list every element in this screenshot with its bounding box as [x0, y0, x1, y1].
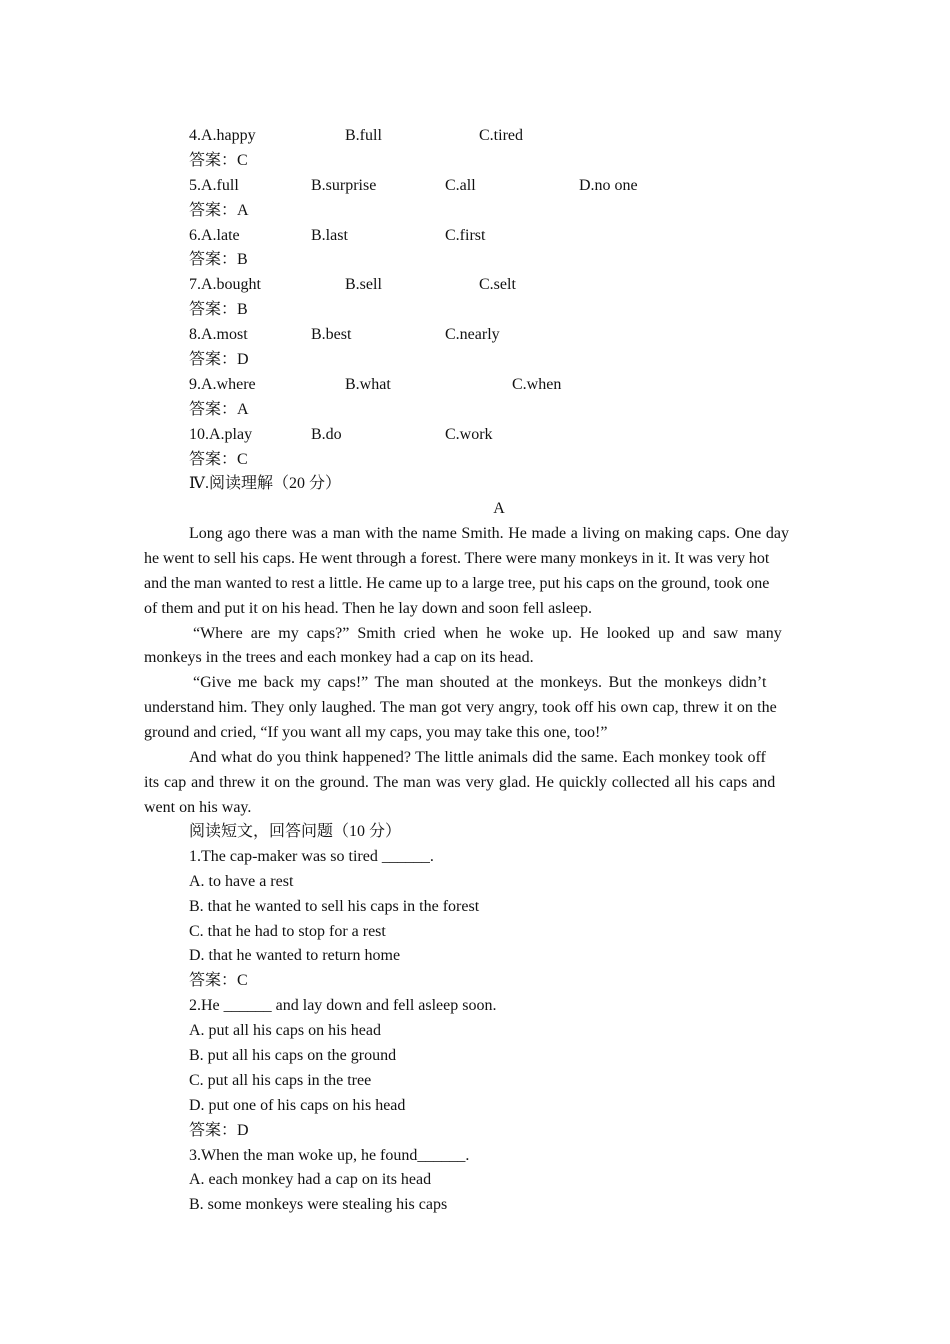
passage-line: of them and put it on his head. Then he lay down and soon fell asleep.: [144, 599, 593, 617]
mc-option-d: D.no one: [579, 176, 638, 194]
question-stem: 3.When the man woke up, he found______.: [189, 1146, 470, 1164]
passage-paragraph-4: [144, 746, 806, 821]
passage-line: understand him. They only laughed. The man got very angry, took off his own cap, threw it on the: [144, 699, 777, 717]
passage-line: its cap and threw it on the ground. The man was very glad. He quickly collected all his caps and: [144, 773, 776, 791]
answer-line: 答案：D: [189, 1121, 249, 1139]
mc-item-9: [189, 373, 809, 398]
reading-questions: [189, 820, 809, 1218]
passage-line: monkeys in the trees and each monkey had a cap on its head.: [144, 649, 534, 667]
mc-option-c: C.work: [445, 425, 493, 443]
mc-option-b: B.surprise: [311, 176, 377, 194]
mc-item-5: [189, 174, 809, 199]
mc-item-number: 9.A.where: [189, 375, 256, 393]
passage-paragraph-1: [144, 522, 806, 622]
question-option-d: D. that he wanted to return home: [189, 947, 401, 965]
question-1: [189, 845, 809, 994]
mc-option-b: B.sell: [345, 276, 382, 294]
question-option-a: A. to have a rest: [189, 872, 294, 890]
mc-item-number: 7.A.bought: [189, 276, 261, 294]
answer-line: 答案：C: [189, 972, 248, 990]
question-3: [189, 1144, 809, 1219]
mc-option-b: B.last: [311, 226, 348, 244]
section-title: Ⅳ.阅读理解（20 分）: [189, 475, 341, 493]
mc-option-c: C.tired: [479, 127, 523, 144]
answer-line: 答案：A: [189, 201, 249, 219]
mc-option-c: C.first: [445, 226, 486, 244]
question-option-c: C. put all his caps in the tree: [189, 1071, 372, 1089]
answer-line: 答案：A: [189, 400, 249, 418]
passage-line: “Give me back my caps!” The man shouted at the monkeys. But the monkeys didn’t: [193, 674, 767, 692]
answer-line: 答案：B: [189, 251, 248, 269]
answer-line: 答案：B: [189, 301, 248, 319]
mc-option-b: B.what: [345, 375, 391, 393]
passage-line: he went to sell his caps. He went through a forest. There were many monkeys in it. It was very hot: [144, 549, 770, 567]
passage-paragraph-2: [144, 622, 806, 672]
answer-line: 答案：C: [189, 151, 248, 169]
question-option-c: C. that he had to stop for a rest: [189, 922, 386, 940]
mc-option-c: C.selt: [479, 276, 516, 294]
passage-line: ground and cried, “If you want all my caps, you may take this one, too!”: [144, 724, 608, 742]
mc-option-b: B.do: [311, 425, 342, 443]
mc-item-10: [189, 423, 809, 448]
answer-line: 答案：C: [189, 450, 248, 468]
mc-option-c: C.when: [512, 375, 562, 393]
question-stem: 2.He ______ and lay down and fell asleep soon.: [189, 997, 497, 1015]
mc-item-number: 6.A.late: [189, 226, 240, 244]
mc-option-b: B.full: [345, 127, 382, 144]
passage-line: and the man wanted to rest a little. He came up to a large tree, put his caps on the ground, took one: [144, 574, 770, 592]
passage-line: And what do you think happened? The little animals did the same. Each monkey took off: [189, 749, 766, 767]
mc-item-4: [189, 124, 809, 149]
passage-line: Long ago there was a man with the name Smith. He made a living on making caps. One day: [189, 525, 789, 542]
mc-item-7: [189, 273, 809, 298]
mc-item-number: 8.A.most: [189, 326, 248, 344]
question-option-d: D. put one of his caps on his head: [189, 1096, 406, 1114]
question-stem: 1.The cap-maker was so tired ______.: [189, 847, 434, 865]
mc-option-b: B.best: [311, 326, 352, 344]
multiple-choice-section: [189, 124, 809, 522]
mc-item-6: [189, 224, 809, 249]
question-option-b: B. that he wanted to sell his caps in the forest: [189, 897, 480, 915]
question-option-b: B. put all his caps on the ground: [189, 1047, 397, 1065]
question-option-a: A. each monkey had a cap on its head: [189, 1171, 432, 1189]
mc-item-number: 4.A.happy: [189, 127, 256, 144]
mc-item-number: 10.A.play: [189, 425, 253, 443]
reading-passage: [144, 522, 806, 821]
passage-line: went on his way.: [144, 798, 252, 816]
question-option-b: B. some monkeys were stealing his caps: [189, 1196, 448, 1214]
questions-header: 阅读短文，回答问题（10 分）: [189, 823, 402, 840]
answer-line: 答案：D: [189, 351, 249, 369]
passage-line: “Where are my caps?” Smith cried when he woke up. He looked up and saw many: [193, 624, 782, 642]
passage-paragraph-3: [144, 671, 806, 746]
mc-item-number: 5.A.full: [189, 176, 239, 194]
question-2: [189, 994, 809, 1143]
mc-option-c: C.all: [445, 176, 476, 194]
mc-item-8: [189, 323, 809, 348]
mc-option-c: C.nearly: [445, 326, 500, 344]
question-option-a: A. put all his caps on his head: [189, 1022, 381, 1040]
passage-letter: A: [493, 500, 505, 518]
